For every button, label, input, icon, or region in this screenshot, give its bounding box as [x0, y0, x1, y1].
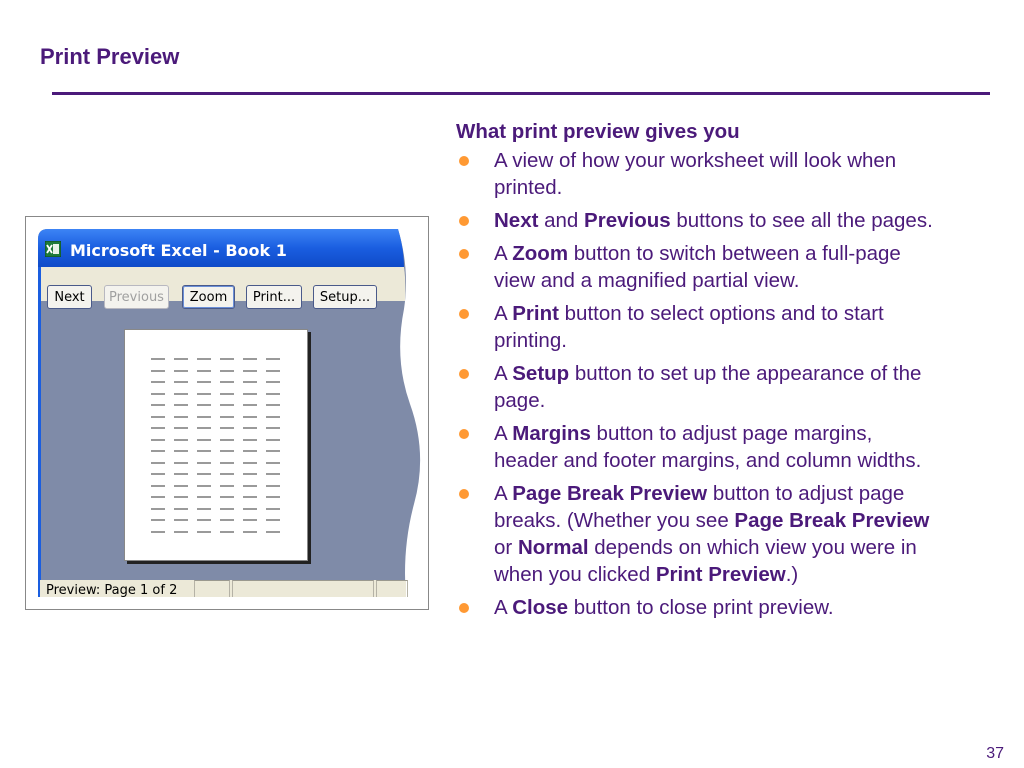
excel-window [38, 229, 429, 597]
bullet-list [456, 147, 956, 621]
bullet-dot-icon [459, 489, 469, 499]
next-button[interactable]: Next [47, 285, 92, 309]
bullet-text: button to set up the appearance of the page. [494, 362, 922, 412]
page-line-dash [151, 531, 165, 533]
screenshot-frame [25, 216, 429, 610]
bullet-text: A [494, 242, 513, 265]
page-line-dash [243, 450, 257, 452]
page-line-dash [220, 519, 234, 521]
page-line-dash [151, 370, 165, 372]
page-line-dash [197, 508, 211, 510]
bullet-text: A [494, 596, 513, 619]
page-line-dash [197, 393, 211, 395]
page-line-dash [197, 473, 211, 475]
page-line-dash [151, 358, 165, 360]
page-line-dash [174, 462, 188, 464]
bullet-item [456, 300, 940, 354]
page-line-dash [197, 381, 211, 383]
status-panel [194, 580, 230, 597]
page-line-dash [220, 485, 234, 487]
bullet-dot-icon [459, 216, 469, 226]
page-line-dash [266, 462, 280, 464]
page-line-dash [243, 531, 257, 533]
bullet-item [456, 480, 940, 588]
bullet-item [456, 207, 940, 234]
page-line-dash [174, 393, 188, 395]
bullet-keyword: Print Preview [655, 563, 786, 586]
status-panel [376, 580, 408, 597]
bullet-item [456, 147, 940, 201]
bullet-item [456, 360, 940, 414]
bullet-keyword: Normal [517, 536, 589, 559]
bullet-text: A view of how your worksheet will look when printed. [494, 149, 897, 199]
bullet-keyword: Previous [584, 209, 671, 232]
bullet-text: button to switch between a full-page view and a magnified partial view. [494, 242, 901, 292]
bullet-text: button to adjust page breaks. (Whether you see [494, 482, 905, 532]
page-line-dash [151, 381, 165, 383]
slide-title: Print Preview [40, 44, 180, 69]
page-line-dash [197, 427, 211, 429]
page-line-dash [220, 427, 234, 429]
page-line-dash [174, 381, 188, 383]
bullet-text: or [494, 536, 518, 559]
bullet-dot-icon [459, 603, 469, 613]
page-line-dash [151, 519, 165, 521]
page-line-dash [243, 381, 257, 383]
status-text: Preview: Page 1 of 2 [46, 583, 178, 597]
page-line-dash [197, 416, 211, 418]
page-line-dash [174, 439, 188, 441]
page-line-dash [243, 439, 257, 441]
page-line-dash [174, 473, 188, 475]
page-line-dash [174, 531, 188, 533]
excel-icon [45, 241, 61, 257]
page-line-dash [220, 450, 234, 452]
page-line-dash [220, 473, 234, 475]
page-line-dash [243, 358, 257, 360]
page-line-dash [243, 404, 257, 406]
page-line-dash [197, 404, 211, 406]
bullet-keyword: Page Break Preview [734, 509, 930, 532]
bullet-text: A [494, 482, 513, 505]
page-line-dash [243, 393, 257, 395]
page-line-dash [151, 393, 165, 395]
page-line-dash [151, 496, 165, 498]
bullet-text: and [538, 209, 585, 232]
page-line-dash [174, 358, 188, 360]
notes-panel [456, 118, 956, 627]
page-line-dash [266, 450, 280, 452]
page-line-dash [151, 473, 165, 475]
page-line-dash [266, 393, 280, 395]
bullet-text: button to adjust page margins, header and footer margins, and column widths. [494, 422, 922, 472]
bullet-text: .) [785, 563, 799, 586]
page-line-dash [220, 416, 234, 418]
page-line-dash [243, 508, 257, 510]
page-line-dash [197, 531, 211, 533]
page-line-dash [220, 496, 234, 498]
bullet-text: depends on which view you were in when you clicked [494, 536, 917, 586]
page-line-dash [174, 427, 188, 429]
page-line-dash [197, 439, 211, 441]
bullet-keyword: Next [494, 209, 539, 232]
page-number: 37 [986, 745, 1004, 762]
page-line-dash [243, 496, 257, 498]
print-button[interactable]: Print... [246, 285, 302, 309]
bullet-text: buttons to see all the pages. [670, 209, 933, 232]
page-line-dash [243, 473, 257, 475]
page-line-dash [266, 416, 280, 418]
bullet-dot-icon [459, 429, 469, 439]
setup-button[interactable]: Setup... [313, 285, 377, 309]
page-line-dash [266, 485, 280, 487]
page-line-dash [151, 508, 165, 510]
page-line-dash [243, 416, 257, 418]
page-line-dash [174, 404, 188, 406]
status-bar [40, 580, 412, 597]
bullet-keyword: Zoom [512, 242, 569, 265]
page-line-dash [220, 508, 234, 510]
page-line-dash [243, 370, 257, 372]
page-line-dash [220, 404, 234, 406]
zoom-button[interactable]: Zoom [182, 285, 235, 309]
page-line-dash [266, 531, 280, 533]
bullet-dot-icon [459, 156, 469, 166]
page-line-dash [266, 370, 280, 372]
page-line-dash [220, 439, 234, 441]
page-line-dash [174, 485, 188, 487]
notes-heading: What print preview gives you [456, 120, 740, 143]
page-line-dash [197, 450, 211, 452]
bullet-keyword: Close [512, 596, 569, 619]
page-line-dash [266, 473, 280, 475]
page-line-dash [197, 462, 211, 464]
bullet-item [456, 240, 940, 294]
page-line-dash [174, 496, 188, 498]
page-line-dash [197, 485, 211, 487]
page-line-dash [197, 370, 211, 372]
bullet-text: A [494, 362, 513, 385]
page-line-dash [266, 358, 280, 360]
status-panel [232, 580, 374, 597]
page-line-dash [197, 358, 211, 360]
bullet-item [456, 420, 940, 474]
page-line-dash [243, 485, 257, 487]
page-line-dash [220, 462, 234, 464]
page-line-dash [151, 462, 165, 464]
bullet-text: button to close print preview. [568, 596, 834, 619]
bullet-text: A [494, 302, 513, 325]
page-line-dash [220, 370, 234, 372]
page-line-dash [174, 508, 188, 510]
page-line-dash [151, 404, 165, 406]
page-line-dash [266, 508, 280, 510]
bullet-dot-icon [459, 249, 469, 259]
page-line-dash [151, 416, 165, 418]
page-line-dash [266, 404, 280, 406]
page-line-dash [151, 450, 165, 452]
bullet-item [456, 594, 940, 621]
bullet-dot-icon [459, 309, 469, 319]
page-line-dash [220, 358, 234, 360]
preview-page[interactable] [124, 329, 308, 561]
page-line-dash [174, 450, 188, 452]
window-title: Microsoft Excel - Book 1 [70, 241, 287, 260]
bullet-keyword: Margins [512, 422, 591, 445]
bullet-keyword: Setup [512, 362, 570, 385]
page-line-dash [220, 531, 234, 533]
page-line-dash [266, 427, 280, 429]
page-line-dash [151, 485, 165, 487]
page-line-dash [266, 381, 280, 383]
page-line-dash [266, 519, 280, 521]
bullet-keyword: Print [512, 302, 559, 325]
page-line-dash [174, 519, 188, 521]
page-line-dash [197, 496, 211, 498]
page-line-dash [266, 496, 280, 498]
page-line-dash [266, 439, 280, 441]
title-divider [52, 92, 990, 95]
bullet-keyword: Page Break Preview [512, 482, 708, 505]
page-line-dash [151, 439, 165, 441]
page-line-dash [151, 427, 165, 429]
page-line-dash [220, 393, 234, 395]
bullet-text: A [494, 422, 513, 445]
bullet-text: button to select options and to start printing. [494, 302, 884, 352]
page-line-dash [243, 427, 257, 429]
page-line-dash [243, 462, 257, 464]
page-line-dash [197, 519, 211, 521]
page-line-dash [174, 370, 188, 372]
previous-button[interactable]: Previous [104, 285, 169, 309]
page-line-dash [174, 416, 188, 418]
page-line-dash [243, 519, 257, 521]
page-line-dash [220, 381, 234, 383]
bullet-dot-icon [459, 369, 469, 379]
